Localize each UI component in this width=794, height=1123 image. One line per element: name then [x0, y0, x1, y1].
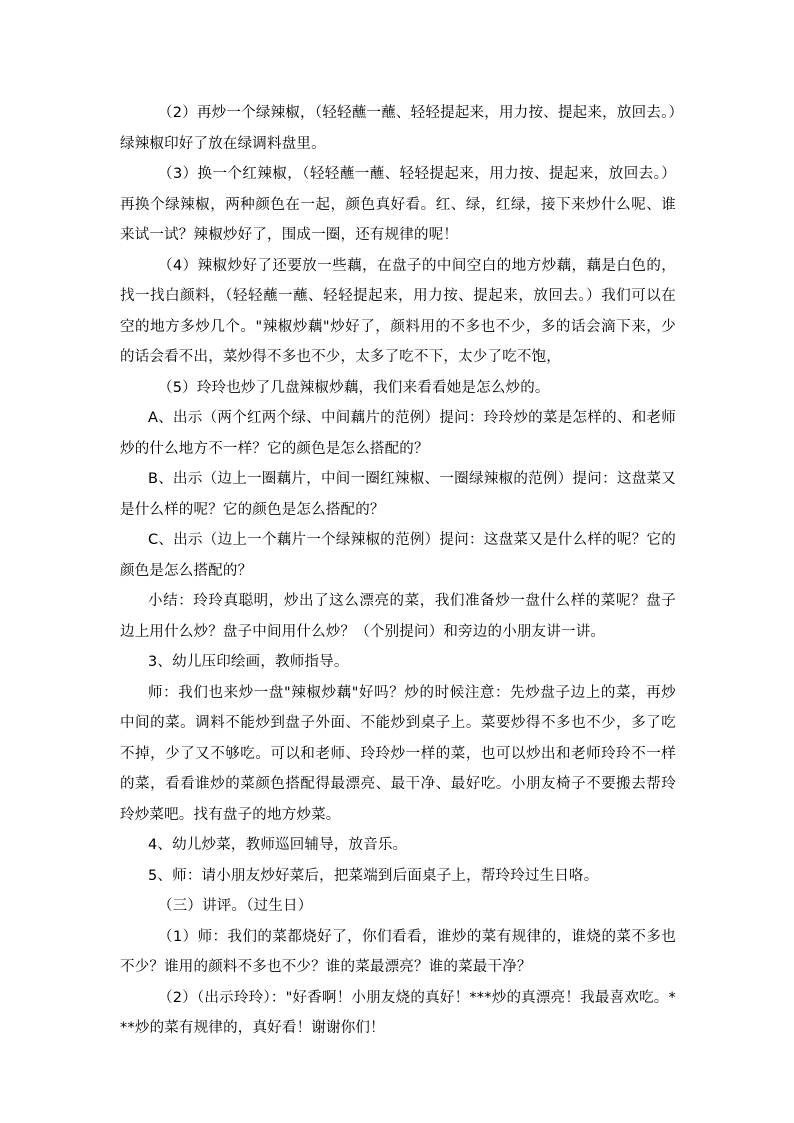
- paragraph-review-2: （2）（出示玲玲）："好香啊！小朋友烧的真好！***炒的真漂亮！我最喜欢吃。***炒的菜有规律的，真好看！谢谢你们！: [120, 989, 676, 1036]
- paragraph-section-5: 5、师：请小朋友炒好菜后，把菜端到后面桌子上，帮玲玲过生日咯。: [148, 867, 599, 884]
- paragraph-step-5: （5）玲玲也炒了几盘辣椒炒藕，我们来看看她是怎么炒的。: [158, 379, 550, 396]
- paragraph-review-heading: （三）讲评。（过生日）: [158, 898, 313, 914]
- paragraph-section-4: 4、幼儿炒菜，教师巡回辅导，放音乐。: [148, 837, 408, 853]
- paragraph-summary: 小结：玲玲真聪明，炒出了这么漂亮的菜，我们准备炒一盘什么样的菜呢？盘子边上用什么炒？盘子中间用什么炒？（个别提问）和旁边的小朋友讲一讲。: [120, 593, 676, 640]
- paragraph-step-3: （3）换一个红辣椒，（轻轻蘸一蘸、轻轻提起来，用力按、提起来，放回去。）再换个绿辣椒，两种颜色在一起，颜色真好看。红、绿，红绿，接下来炒什么呢、谁来试一试？辣椒炒好了，围成一圈，还有规律的呢！: [120, 166, 676, 243]
- document-body: [120, 98, 676, 1044]
- paragraph-step-4: （4）辣椒炒好了还要放一些藕，在盘子的中间空白的地方炒藕，藕是白色的，找一找白颜料，（轻轻蘸一蘸、轻轻提起来，用力按、提起来，放回去。）我们可以在空的地方多炒几个。"辣椒炒藕"炒好了，颜料用的不多也不少，多的话会滴下来，少的话会看不出，菜炒得不多也不少，太多了吃不下，太少了吃不饱，: [120, 257, 676, 365]
- paragraph-section-3: 3、幼儿压印绘画，教师指导。: [148, 654, 349, 670]
- paragraph-review-1: （1）师：我们的菜都烧好了，你们看看，谁炒的菜有规律的，谁烧的菜不多也不少？谁用的颜料不多也不少？谁的菜最漂亮？谁的菜最干净？: [120, 928, 676, 975]
- paragraph-teacher-instructions: 师：我们也来炒一盘"辣椒炒藕"好吗？炒的时候注意：先炒盘子边上的菜，再炒中间的菜。调料不能炒到盘子外面、不能炒到桌子上。菜要炒得不多也不少，多了吃不掉，少了又不够吃。可以和老师、玲玲炒一样的菜，也可以炒出和老师玲玲不一样的菜，看看谁炒的菜颜色搭配得最漂亮、最干净、最好吃。小朋友椅子不要搬去帮玲玲炒菜吧。找有盘子的地方炒菜。: [120, 684, 676, 823]
- paragraph-example-c: C、出示（边上一个藕片一个绿辣椒的范例）提问：这盘菜又是什么样的呢？它的颜色是怎么搭配的？: [120, 532, 676, 579]
- paragraph-example-a: A、出示（两个红两个绿、中间藕片的范例）提问：玲玲炒的菜是怎样的、和老师炒的什么地方不一样？它的颜色是怎么搭配的？: [120, 410, 676, 457]
- paragraph-example-b: B、出示（边上一圈藕片，中间一圈红辣椒、一圈绿辣椒的范例）提问：这盘菜又是什么样的呢？它的颜色是怎么搭配的？: [120, 471, 676, 518]
- paragraph-step-2: （2）再炒一个绿辣椒，（轻轻蘸一蘸、轻轻提起来，用力按、提起来，放回去。）绿辣椒印好了放在绿调料盘里。: [120, 105, 676, 152]
